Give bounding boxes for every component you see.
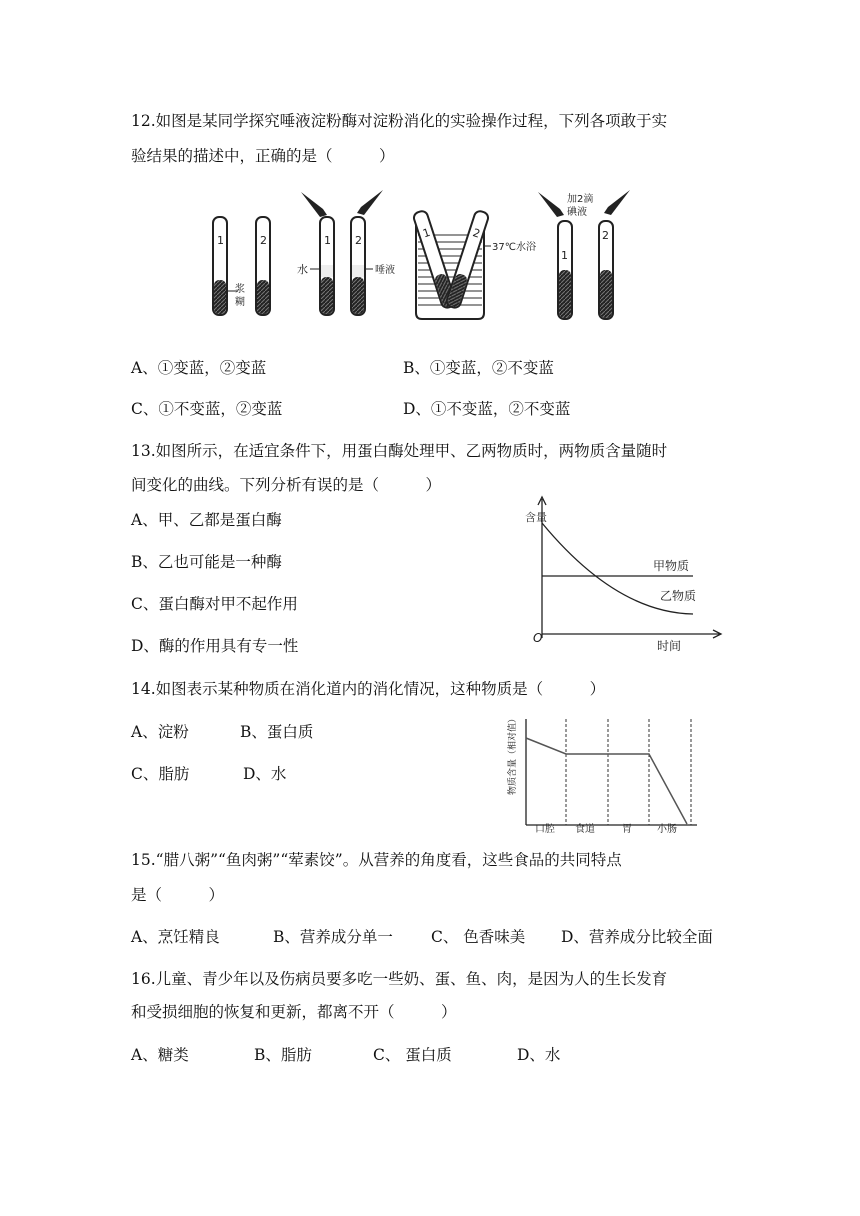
q12-experiment-figure: [205, 187, 675, 327]
q12-stem-line1: 12.如图是某同学探究唾液淀粉酶对淀粉消化的实验操作过程，下列各项敢于实: [131, 112, 668, 130]
q13-stem-line2: 间变化的曲线。下列分析有误的是（ ）: [131, 476, 442, 494]
svg-text:唾液: 唾液: [375, 265, 395, 276]
q14-chart: [502, 707, 712, 837]
q15-option-a: A、烹饪精良: [131, 928, 220, 946]
q14-region-label: 食道: [575, 824, 595, 835]
q15-option-b: B、营养成分单一: [273, 928, 393, 946]
q14-curve: [526, 738, 687, 824]
q14-region-label: 胃: [622, 824, 632, 835]
tube-group-4: [538, 190, 630, 319]
svg-text:2: 2: [355, 234, 362, 247]
q16-stem-line2: 和受损细胞的恢复和更新，都离不开（ ）: [131, 1003, 457, 1021]
svg-text:2: 2: [260, 234, 267, 247]
q13-series-yi-label: 乙物质: [660, 589, 697, 603]
svg-text:碘液: 碘液: [567, 207, 587, 218]
q13-x-label: 时间: [657, 639, 682, 653]
svg-text:1: 1: [217, 234, 224, 247]
q12-stem-line2: 验结果的描述中，正确的是（ ）: [131, 147, 395, 165]
q15-option-c: C、 色香味美: [431, 928, 526, 946]
q16-option-a: A、糖类: [131, 1046, 189, 1064]
q12-option-d: D、①不变蓝，②不变蓝: [403, 400, 571, 418]
svg-text:1: 1: [561, 249, 568, 262]
q12-option-a: A、①变蓝，②变蓝: [131, 359, 267, 377]
svg-text:浆: 浆: [235, 284, 245, 295]
q13-chart: [525, 495, 725, 655]
q13-y-label-1: 含量: [525, 511, 547, 524]
q16-option-d: D、水: [517, 1046, 561, 1064]
q13-origin: O: [533, 631, 543, 645]
q14-region-label: 口腔: [535, 824, 555, 835]
q14-stem: 14.如图表示某种物质在消化道内的消化情况，这种物质是（ ）: [131, 680, 606, 698]
q16-stem-line1: 16.儿童、青少年以及伤病员要多吃一些奶、蛋、鱼、肉，是因为人的生长发育: [131, 970, 668, 988]
q12-option-b: B、①变蓝，②不变蓝: [403, 359, 554, 377]
tube-group-1: [213, 217, 270, 315]
svg-text:37℃水浴: 37℃水浴: [492, 242, 536, 253]
q13-option-a: A、甲、乙都是蛋白酶: [131, 511, 282, 529]
q13-option-d: D、酶的作用具有专一性: [131, 637, 299, 655]
q13-option-b: B、乙也可能是一种酶: [131, 553, 282, 571]
q13-option-c: C、蛋白酶对甲不起作用: [131, 595, 298, 613]
svg-text:糊: 糊: [235, 297, 245, 308]
tube-group-2: [297, 190, 395, 315]
svg-text:1: 1: [421, 225, 432, 241]
q16-option-b: B、脂肪: [254, 1046, 312, 1064]
q14-option-a: A、淀粉: [131, 723, 189, 741]
q12-option-c: C、①不变蓝，②变蓝: [131, 400, 283, 418]
q15-stem-line2: 是（ ）: [131, 886, 225, 904]
water-bath-group: [412, 210, 536, 319]
q14-option-b: B、蛋白质: [240, 723, 314, 741]
q15-stem-line1: 15.“腊八粥”“鱼肉粥”“荤素饺”。从营养的角度看，这些食品的共同特点: [131, 851, 622, 869]
q16-option-c: C、 蛋白质: [373, 1046, 452, 1064]
q13-stem-line1: 13.如图所示，在适宜条件下，用蛋白酶处理甲、乙两物质时，两物质含量随时: [131, 442, 668, 460]
q13-series-jia-label: 甲物质: [653, 559, 690, 573]
q14-option-d: D、水: [243, 765, 287, 783]
svg-text:水: 水: [297, 263, 308, 276]
svg-text:1: 1: [324, 234, 331, 247]
q14-option-c: C、脂肪: [131, 765, 190, 783]
svg-text:2: 2: [602, 229, 609, 242]
svg-text:2: 2: [471, 226, 482, 241]
q15-option-d: D、营养成分比较全面: [561, 928, 713, 946]
q14-region-label: 小肠: [657, 824, 677, 835]
svg-text:加2滴: 加2滴: [567, 194, 594, 205]
q14-y-label: 物质含量（相对值）: [508, 713, 518, 795]
